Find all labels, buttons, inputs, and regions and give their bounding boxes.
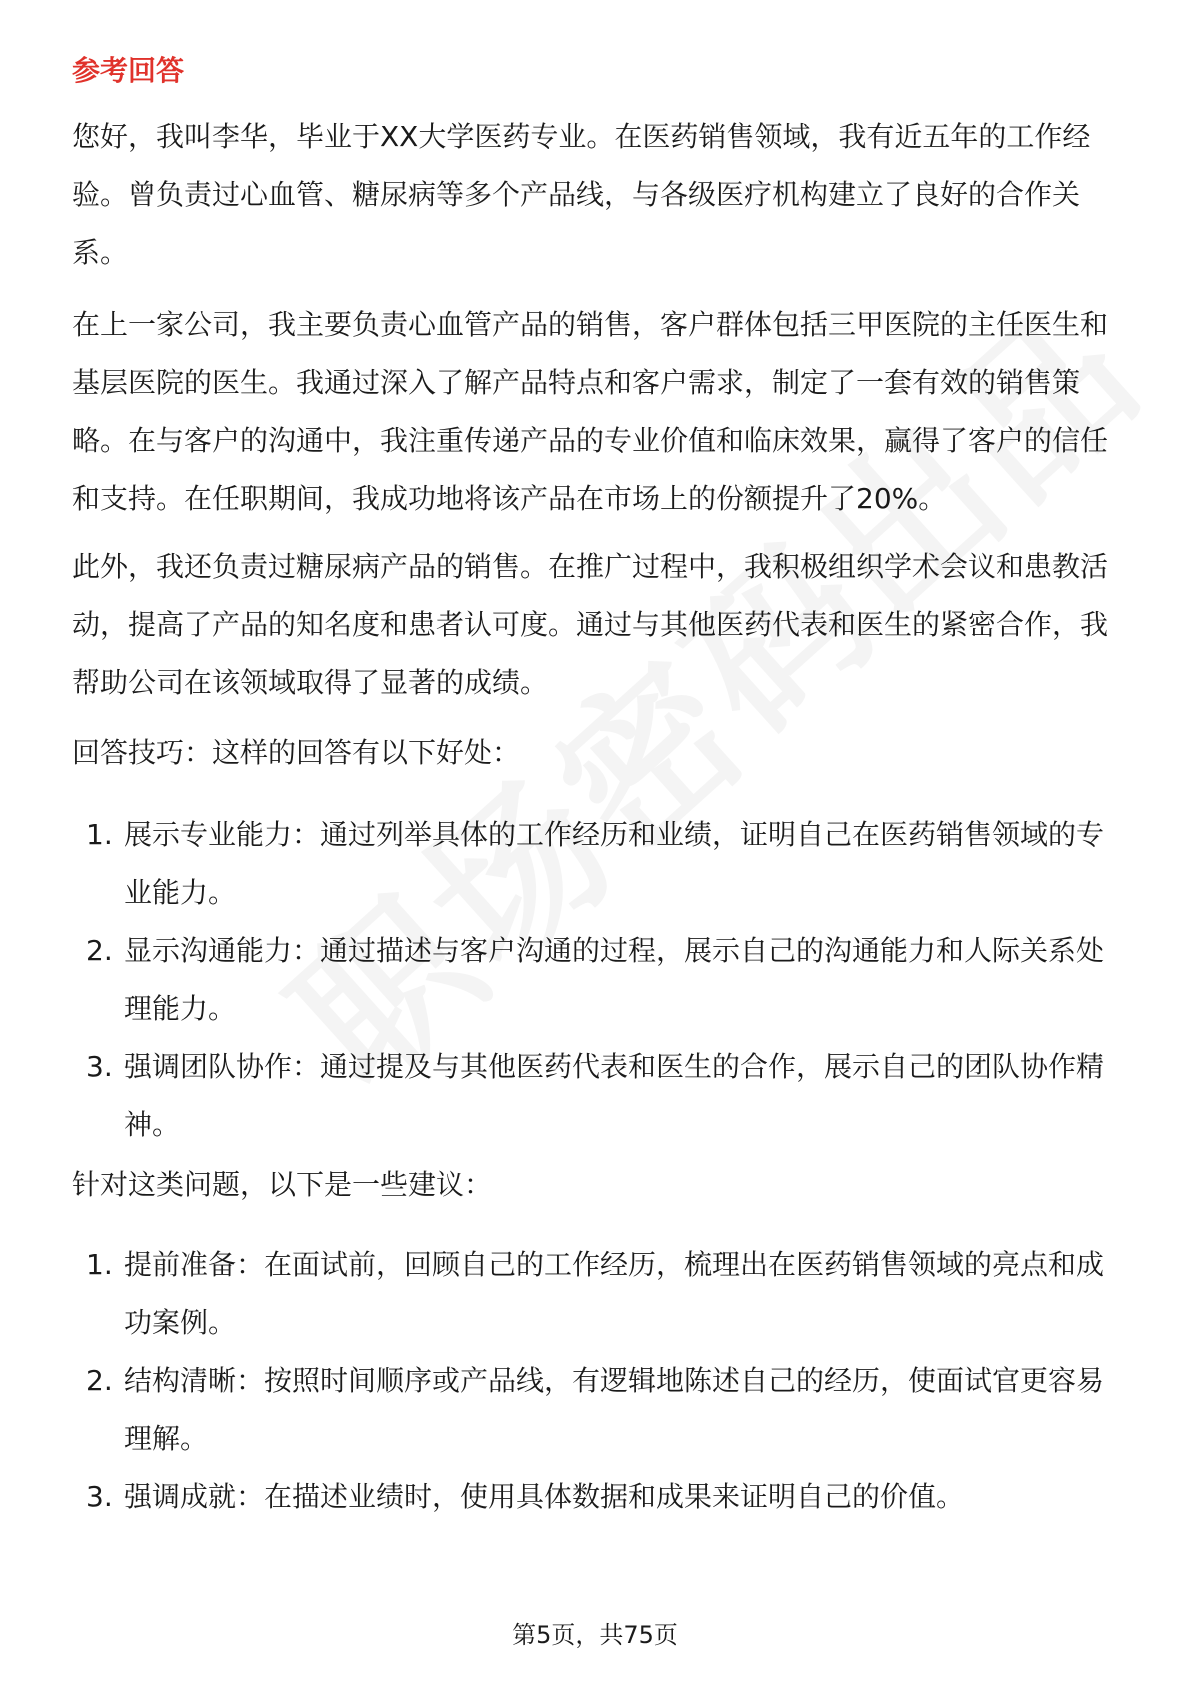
intro-paragraph: 您好，我叫李华，毕业于XX大学医药专业。在医药销售领域，我有近五年的工作经验。曾负责过心血管、糖尿病等多个产品线，与各级医疗机构建立了良好的合作关系。 [72, 120, 1091, 269]
list-item [72, 1038, 1124, 1154]
experience-paragraph: 在上一家公司，我主要负责心血管产品的销售，客户群体包括三甲医院的主任医生和基层医院的医生。我通过深入了解产品特点和客户需求，制定了一套有效的销售策略。在与客户的沟通中，我注重传递产品的专业价值和临床效果，赢得了客户的信任和支持。在任职期间，我成功地将该产品在市场上的份额提升了20%。 [72, 308, 1109, 515]
list-item [72, 1352, 1124, 1468]
diabetes-paragraph: 此外，我还负责过糖尿病产品的销售。在推广过程中，我积极组织学术会议和患教活动，提高了产品的知名度和患者认可度。通过与其他医药代表和医生的紧密合作，我帮助公司在该领域取得了显著的成绩。 [72, 550, 1109, 699]
section-heading: 参考回答 [72, 54, 185, 87]
list-text: 强调团队协作：通过提及与其他医药代表和医生的合作，展示自己的团队协作精神。 [124, 1050, 1105, 1141]
list-text: 结构清晰：按照时间顺序或产品线，有逻辑地陈述自己的经历，使面试官更容易理解。 [124, 1364, 1105, 1455]
list-item [72, 1468, 1124, 1526]
list-item [72, 806, 1124, 922]
list-number: 3. [86, 1050, 113, 1083]
advice-intro: 针对这类问题，以下是一些建议： [72, 1168, 493, 1201]
list-text: 展示专业能力：通过列举具体的工作经历和业绩，证明自己在医药销售领域的专业能力。 [124, 818, 1105, 909]
tips-intro: 回答技巧：这样的回答有以下好处： [72, 736, 521, 769]
list-item [72, 1236, 1124, 1352]
list-number: 1. [86, 1248, 113, 1281]
list-text: 显示沟通能力：通过描述与客户沟通的过程，展示自己的沟通能力和人际关系处理能力。 [124, 934, 1105, 1025]
list-number: 3. [86, 1480, 113, 1513]
advice-list [72, 1236, 1124, 1526]
page-number: 第5页，共75页 [512, 1621, 678, 1649]
list-number: 2. [86, 1364, 113, 1397]
list-text: 强调成就：在描述业绩时，使用具体数据和成果来证明自己的价值。 [124, 1480, 965, 1513]
list-number: 2. [86, 934, 113, 967]
list-number: 1. [86, 818, 113, 851]
list-item [72, 922, 1124, 1038]
list-text: 提前准备：在面试前，回顾自己的工作经历，梳理出在医药销售领域的亮点和成功案例。 [124, 1248, 1105, 1339]
tips-list [72, 806, 1124, 1154]
